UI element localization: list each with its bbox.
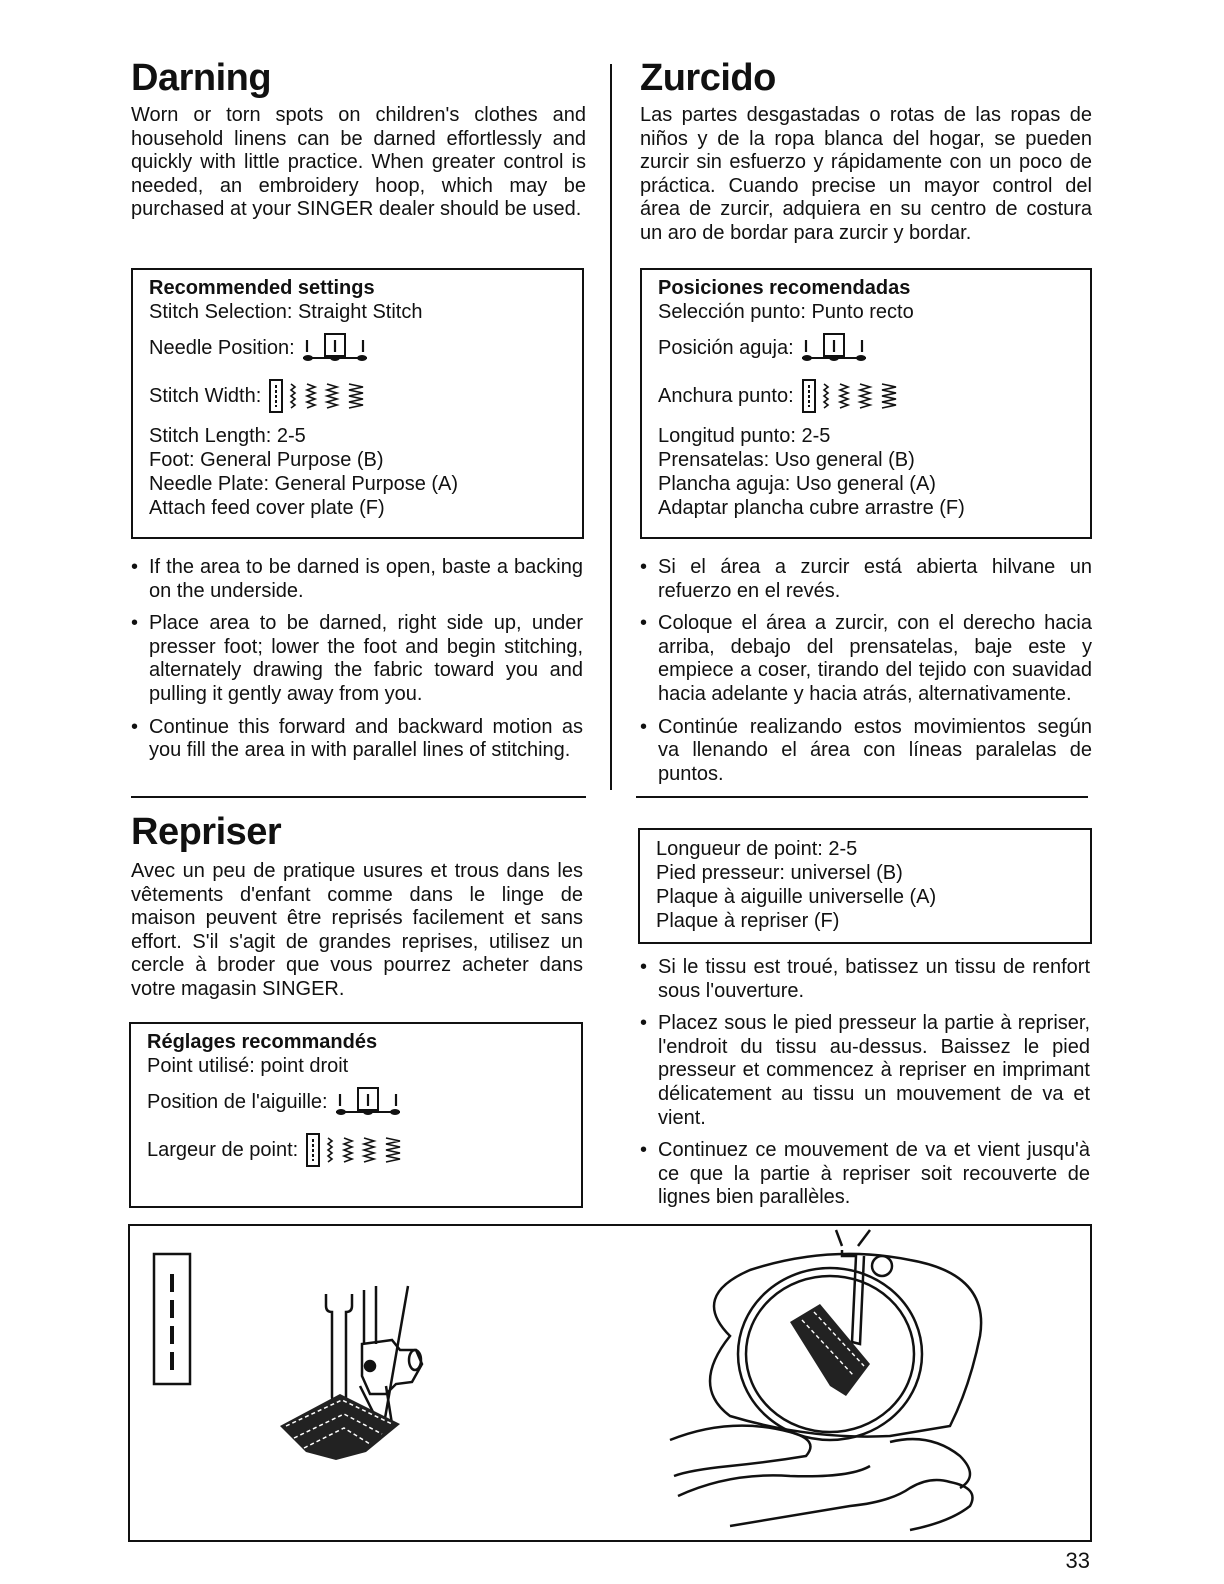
repriser-title: Repriser <box>131 811 282 853</box>
zurcido-title: Zurcido <box>640 57 776 99</box>
repriser-stitch-length: Longueur de point: 2-5 <box>656 838 858 860</box>
darned-patch-drawing <box>280 1394 400 1460</box>
section-rule-right <box>636 796 1088 798</box>
column-divider <box>610 64 612 790</box>
list-item: • If the area to be darned is open, baste a backing on the underside. <box>131 556 583 603</box>
repriser-width-row <box>147 1126 567 1174</box>
darning-width-label: Stitch Width: <box>149 385 262 407</box>
list-item: • Continuez ce mouvement de va et vient jusqu'à ce que la partie à repriser soit recouverte de lignes bien parallèles. <box>640 1139 1090 1210</box>
zurcido-needle-plate: Plancha aguja: Uso general (A) <box>658 473 936 495</box>
zurcido-settings-box <box>640 268 1092 539</box>
page-number: 33 <box>1065 1548 1090 1573</box>
repriser-foot: Pied presseur: universel (B) <box>656 862 903 884</box>
darning-needle-plate: Needle Plate: General Purpose (A) <box>149 473 459 495</box>
darning-needle-row <box>149 324 568 372</box>
needle-position-icon <box>802 332 866 364</box>
needle-position-icon <box>303 332 367 364</box>
stitch-width-icon <box>269 379 365 413</box>
darning-stitch-selection: Stitch Selection: Straight Stitch <box>149 301 423 323</box>
repriser-settings-box <box>129 1022 583 1208</box>
repriser-width-label: Largeur de point: <box>147 1139 299 1161</box>
list-item: • Coloque el área a zurcir, con el derecho hacia arriba, debajo del prensatelas, baje este y empiece a coser, tirando del tejido con suavidad hacia adelante y hacia atrás, alternativamente. <box>640 612 1092 706</box>
darning-needle-label: Needle Position: <box>149 337 295 359</box>
darning-settings-heading: Recommended settings <box>149 277 375 299</box>
repriser-needle-plate: Plaque à aiguille universelle (A) <box>656 886 937 908</box>
zurcido-intro: Las partes desgastadas o rotas de las ropas de niños y de la ropa blanca del hogar, se pueden zurcir sin esfuerzo y rápidamente con un poco de práctica. Cuando precise un mayor control del área de zurcir, adquiera en su centro de costura un aro de bordar para zurcir y bordar. <box>640 104 1092 244</box>
darning-title: Darning <box>131 57 272 99</box>
repriser-settings-heading: Réglages recommandés <box>147 1031 378 1053</box>
zurcido-settings-heading: Posiciones recomendadas <box>658 277 911 299</box>
section-rule-left <box>131 796 586 798</box>
repriser-stitch-selection: Point utilisé: point droit <box>147 1055 349 1077</box>
list-item: • Continue this forward and backward motion as you fill the area in with parallel lines of stitching. <box>131 716 583 763</box>
list-item: • Continúe realizando estos movimientos según va llenando el área con líneas paralelas de puntos. <box>640 716 1092 787</box>
zurcido-width-label: Anchura punto: <box>658 385 794 407</box>
list-item: • Si le tissu est troué, batissez un tissu de renfort sous l'ouverture. <box>640 956 1090 1003</box>
straight-stitch-icon <box>154 1254 190 1384</box>
darning-stitch-length: Stitch Length: 2-5 <box>149 425 306 447</box>
repriser-bullets <box>640 956 1090 1219</box>
repriser-needle-label: Position de l'aiguille: <box>147 1091 328 1113</box>
zurcido-section <box>640 56 1092 246</box>
darning-bullets <box>131 556 583 772</box>
zurcido-stitch-length: Longitud punto: 2-5 <box>658 425 831 447</box>
darning-attach: Attach feed cover plate (F) <box>149 497 385 519</box>
darning-intro: Worn or torn spots on children's clothes and household linens can be darned effortlessly and quickly with little practice. When greater control is needed, an embroidery hoop, which may be purchased at your SINGER dealer should be used. <box>131 104 586 221</box>
repriser-needle-row <box>147 1078 567 1126</box>
repriser-attach: Plaque à repriser (F) <box>656 910 840 932</box>
darning-settings-box <box>131 268 584 539</box>
darning-width-row <box>149 372 568 420</box>
zurcido-needle-label: Posición aguja: <box>658 337 794 359</box>
illustration-panel <box>128 1224 1092 1542</box>
zurcido-bullets <box>640 556 1092 795</box>
zurcido-needle-row <box>658 324 1076 372</box>
repriser-intro: Avec un peu de pratique usures et trous dans les vêtements d'enfant comme dans le linge de maison peuvent être reprisés facilement et sans effort. S'il s'agit de grandes reprises, utilisez un cercle à broder que vous pourrez acheter dans votre magasin SINGER. <box>131 860 583 1000</box>
stitch-width-icon <box>802 379 898 413</box>
repriser-settings-cont-box <box>638 828 1092 944</box>
hoop-darned-patch <box>790 1304 870 1396</box>
list-item: • Placez sous le pied presseur la partie à repriser, l'endroit du tissu au-dessus. Baissez le pied presseur et commencez à repriser en imprimant délicatement au tissu un mouvement de va et vient. <box>640 1012 1090 1130</box>
list-item: • Place area to be darned, right side up, under presser foot; lower the foot and begin stitching, alternately drawing the fabric toward you and pulling it gently away from you. <box>131 612 583 706</box>
darning-illustration <box>130 1226 1090 1540</box>
repriser-section <box>131 810 583 1002</box>
embroidery-hoop-drawing <box>670 1230 981 1530</box>
zurcido-foot: Prensatelas: Uso general (B) <box>658 449 915 471</box>
darning-section <box>131 56 586 222</box>
list-item: • Si el área a zurcir está abierta hilvane un refuerzo en el revés. <box>640 556 1092 603</box>
zurcido-attach: Adaptar plancha cubre arrastre (F) <box>658 497 965 519</box>
zurcido-stitch-selection: Selección punto: Punto recto <box>658 301 914 323</box>
stitch-width-icon <box>306 1133 402 1167</box>
zurcido-width-row <box>658 372 1076 420</box>
darning-foot: Foot: General Purpose (B) <box>149 449 384 471</box>
needle-position-icon <box>336 1086 400 1118</box>
